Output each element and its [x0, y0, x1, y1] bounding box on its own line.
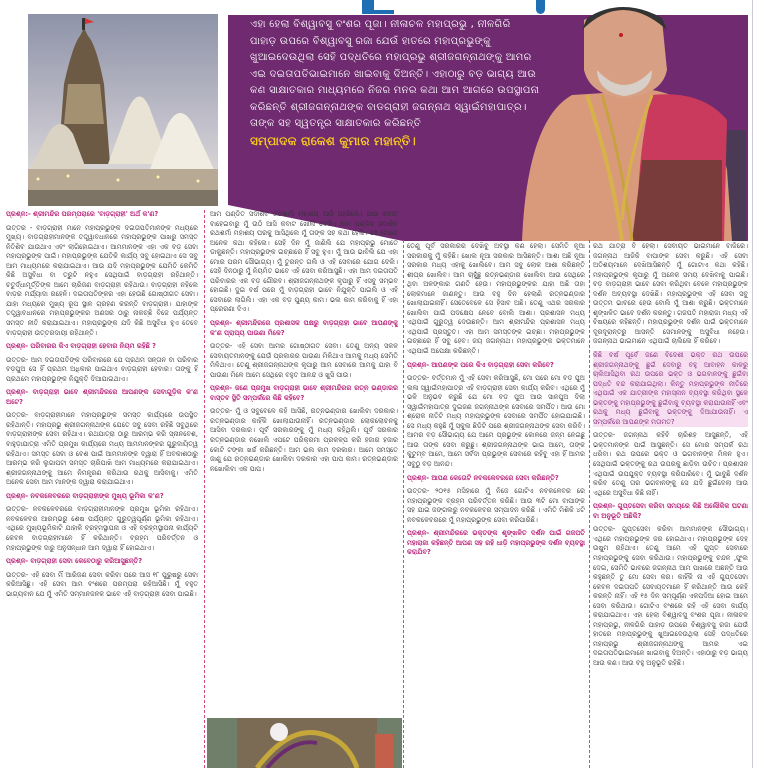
interview-answer: ଉତ୍ତର- ଜଗନ୍ନାଥ କହିବି ଚାରିଶହ ଆସୁଛନ୍ତି, ଏହି ଭକ୍ତମାନଙ୍କ ପାଇଁ ଆସୁଛନ୍ତି। ସେ ମୋର ସମ୍ପର୍କ ରଥ ଧରିବା। ରଥ ଉପରେ ଭକ୍ତ ଓ ଭଗବାନଙ୍କ ମିଳନ ହୁଏ। ସେଥିପାଇଁ ଭକ୍ତଙ୍କୁ ରଥ ଉପରକୁ ଛାଡ଼ିବା ଉଚିତ। ପ୍ରଶାସନ ଏଥିପାଇଁ ଉପଯୁକ୍ତ ବ୍ୟବସ୍ଥା କରିପାରିବେ। ମୁଁ ଭାବୁଛି ଦର୍ଶନ କରିବ ତେଣୁ ତାର ଭଗବାନଙ୍କୁ ସେ ଯଦି ଛୁଇଁଦେଲା ଆଉ ଏଥିରେ ଅସୁବିଧା କିଛି ନାହିଁ। — [593, 431, 748, 497]
interviewee-photo — [512, 0, 748, 241]
column-divider — [589, 240, 590, 768]
interview-question: ପ୍ରଶ୍ନ- ଶ୍ରୀମନ୍ଦିରରେ ଭକ୍ତଙ୍କ ଶୃଙ୍ଖଳିତ ଦର୍ଶନ ପାଇଁ ଗଜପତି ମହାରାଜା କହିଛନ୍ତି ଆପଣ ସହ ରହି ଧାଡ଼ି ମହାପ୍ରଭୁଙ୍କ ଦର୍ଶନ ବ୍ୟବସ୍ଥା କରାଯିବ? — [407, 529, 585, 557]
interview-answer: ଉତ୍ତର- ଆମ ଦଇତାପତିଙ୍କ ପରିବାରରେ ଯେ ପ୍ରଥମ ସନ୍ତାନ ବା ପରିବାର ବଡ଼ପୁଅ ସେ ହିଁ ପ୍ରଥମ ଅଧିକାର ପାଇଥାଏ ବାଡ଼ଗ୍ରାହୀ ହେବାର। ତାଙ୍କୁ ହିଁ ପ୍ରଥମେ ମହାପ୍ରଭୁଙ୍କ ନିଯୁକ୍ତି ଦିଆଯାଇଥାଏ। — [6, 355, 198, 383]
interview-question: ପ୍ରଶ୍ନ- ଶ୍ରୀମନ୍ଦିରରେ ପ୍ରଶାସକ ପକ୍ଷରୁ ବାଡ଼ଗ୍ରାହୀ ଭାବେ ଆପଣଙ୍କୁ କ'ଣ ପ୍ରାପ୍ୟ ପାଉଣା ମିଳେ? — [210, 319, 398, 337]
interview-answer: ଉତ୍ତର- ବର୍ତ୍ତମାନ ମୁଁ ଏହି ସେବା କରିଆସୁଛି, ମୋ ପରେ ମୋ ବଡ଼ ପୁଅ ଲଳା ସ୍ୱାଇଁମହାପାତ୍ର ଏହି ବାଡ଼ଗ୍ରାହୀ ସେବା କାର୍ଯ୍ୟ କରିବ। ଏଥିରେ ମୁଁ ଭଳି ଅନୁଭବ କରୁଛି ଯେ ମୋ ବଡ଼ ପୁଅ ଆଉ ସାନପୁଅ ଦିଲା ସ୍ୱାଇଁମହାପାତ୍ର ଦୁଇଜଣ ଜଗନ୍ନାଥଙ୍କ ସେବାରେ ସମର୍ପିତ। ଆଉ ମୋ ଶ୍ରୋକ ନାତିଟି ମଧ୍ୟ ମହାପ୍ରଭୁଙ୍କ ସେବାରେ ସମର୍ପିତ ହୋଇଯାଇଛି। ସେ ମଧ୍ୟ କହୁଛି ମୁଁ ସ୍କୁଲ ଛିଡିଟି ପରେ ଶ୍ରୀଜଗନ୍ନାଥଙ୍କ ସେବା କରିବି। ଆମର ବଡ଼ ସୌଭାଗ୍ୟ ଯେ ଆମେ ପ୍ରଭୁଙ୍କ କୋଳରେ ଜନ୍ମ ନେଇଛୁ ଆଉ ତାଙ୍କ ସେବା କରୁଛୁ। ଶ୍ରୀଜଗନ୍ନାଥଙ୍କ ଭାଇ ଆମେ, ତାଙ୍କ କୁଟୁମ୍ବ ଆମେ, ଆମେ ସର୍ବଦା ପ୍ରଭୁଙ୍କ ସେବାରେ ରହିବୁ ଏହା ହିଁ ଆମର ସବୁଠୁ ବଡ଼ ଆନନ୍ଦ। — [407, 374, 585, 469]
interview-question: ପ୍ରଶ୍ନ- ପରିବାରର କିଏ ବାଡ଼ଗ୍ରାହୀ ହେବାର ନିୟମ ରହିଛି ? — [6, 342, 157, 351]
interview-answer: ଉତ୍ତର- ବାଡ଼ଗ୍ରାହୀମାନେ ମହାପ୍ରଭୁଙ୍କ ସମସ୍ତ କାର୍ଯ୍ୟରେ ଉପସ୍ଥିତ ରହିଥାନ୍ତି। ମହାପ୍ରଭୁ ଶ୍ରୀଜଗନ୍ନାଥଙ୍କ ଯେତେ ସବୁ ସେବା ରହିଛି ସବୁଥିରେ ବାଡ଼ଗ୍ରାହୀଙ୍କ ସେବା ରହିଥାଏ। ରଥଯାତ୍ରା ଠାରୁ ଆରମ୍ଭ କରି ସ୍ନାନବେଶ, ବାହୁଡ଼ାଯାତ୍ରା ଏମିତି ପ୍ରମୁଖ କାର୍ଯ୍ୟରେ ମଧ୍ୟ ଆମମାନଙ୍କର ଗୁରୁଦାୟିତ୍ୱ ରହିଥାଏ। ସମସ୍ତ ସେବା ଓ ବେଶ ପାଇଁ ଆମମାନଙ୍କ ଦ୍ୱାରା ହିଁ ଅବକାଶଠାରୁ ଆରମ୍ଭ କରି ଲୁଗାପଟା ସମସ୍ତ ଚାରିପାଖି ଆମ ମାଧ୍ୟମରେ କରାଯାଇଥାଏ। ଶ୍ରୀଜଗନ୍ନାଥଙ୍କୁ ଆମେ ନିମନ୍ତ୍ରଣ କରିଥାଉ ରଥକୁ ଆସିବାକୁ। ଏମିତି ଅନେକ ସେବା ଆମ ମାନଙ୍କ ଦ୍ୱାରା କରାଯାଇଥାଏ। — [6, 411, 198, 487]
interview-answer: ଆମ ପଣ୍ଡିତ ସଦାଶିବ ରଥଶର୍ମା ମହାଶୟ ଆସି ପହଞ୍ଚିଲେ। ଆଉ କବାଟ ବାହେଇବାରୁ ମୁଁ ଉଠି ଆସି କବାଟ ଖୋଲି ଦେଲି। ଆମ ପଣ୍ଡିତ ସଦାଶିବ ରଥଶର୍ମା ମହାଶୟ ଘରକୁ ଆସିଥିଲେ ମୁଁ ତାଙ୍କ ସହ କଥା ହେଲି। ସେ ମୋତେ ଅନେକ କଥା କହିଲେ। ସେହି ଦିନ ମୁଁ ଜାଣିଲି ଯେ ମହାପ୍ରଭୁ ମୋତେ ଡାକୁଛନ୍ତି। ମହାପ୍ରଭୁଙ୍କ ଇଚ୍ଛାରେ ହିଁ ସବୁ ହୁଏ। ମୁଁ ଆଉ ଭାବିଲି ଯେ ଏହା ମୋର ପରମ ସୌଭାଗ୍ୟ। ମୁଁ ତୁରନ୍ତ ଗଲି ଓ ଏହି ସେବାରେ ଯୋଗ ଦେଲି। ସେହି ଦିନଠାରୁ ମୁଁ ନିୟମିତ ଭାବେ ଏହି ସେବା କରିଆସୁଛି। ଏହା ଆମ ଦଇତାପତି ପରିବାରର ଏକ ବଡ଼ ଗୌରବ। ଶ୍ରୀଜଗନ୍ନାଥଙ୍କ କୃପାରୁ ହିଁ ଏସବୁ ସମ୍ଭବ ହୋଇଛି। ଦୁଇ ବର୍ଷ ପରେ ମୁଁ ବାଡ଼ଗ୍ରାହୀ ଭାବେ ନିଯୁକ୍ତି ପାଇଲି ଓ ଏହି ସେବାରେ ଲାଗିଲି। ଏହା ଏକ ବଡ଼ ପୁଣ୍ୟ କାମ। ଭଲ କାମ କରିବାକୁ ହିଁ ଏହା ପ୍ରେରଣା ଦିଏ। — [210, 210, 398, 314]
intro-text — [250, 17, 540, 151]
jagannath-temple-photo — [28, 14, 218, 206]
interview-answer: ଉତ୍ତର- ଗୁପ୍ତସେବା କରିବା ଆମମାନଙ୍କ ସୌଭାଗ୍ୟ। ଏଥିରେ ମହାପ୍ରଭୁଙ୍କ ଜର ହୋଇଥାଏ। ମହାପ୍ରଭୁଙ୍କ ଦେହ ଉଷୁମ ରହିଥାଏ। ତେଣୁ ଆମେ ଏହି ଗୁପ୍ତ ସେବାରେ ମହାପ୍ରଭୁଙ୍କୁ ସେବା କରିଥାଉ। ମହାପ୍ରଭୁଙ୍କୁ ଚନ୍ଦନ ,ଫୁଲ ଦେଇ, ସେମିତି ଭାବରେ ଜଗନ୍ନାଥ ଆମ ପାଖରେ ଅଛନ୍ତି ଆଉ କହୁଛନ୍ତି ତୁ ମୋ ସେବା କର। କାହିଁକି ନା ଏହି ଗୁପ୍ତସେବା କେବଳ ଦଇତାପତି ସେବାୟତମାନେ ହିଁ କରିଥାନ୍ତି ଆଉ କେହି କରନ୍ତି ନାହିଁ। ଏହି ୧୫ ଦିନ ସମ୍ପୂର୍ଣ୍ଣ ଏକପଦିଆ ହୋଇ ଆମେ ସେବା କରିଥାଉ। ଗୋଟିଏ ବଂଶରେ ରହି ଏହି ସେବା କାର୍ଯ୍ୟ କରାଯାଇଥାଏ। ଏହା ହେଲା ବିଶ୍ୱାବସୁ ବଂଶର ପୂଜା। ନୀଳାଚଳ ମହାପ୍ରଭୁ, ନୀଳଗିରି ପାହାଡ଼ ଉପରେ ବିଶ୍ୱାବସୁ ରଜା ଯେଉଁ ହାତରେ ମହାପ୍ରଭୁଙ୍କୁ ଖୁଆଇଦେଉଥିଲା ସେହି ପଦ୍ଧତିରେ ମହାପ୍ରଭୁ ଶ୍ରୀଜଗନ୍ନାଥଙ୍କୁ ଆମର ଏଇ ଦଇତାପତିଭାଇମାନେ ଖାଇବାକୁ ଦିଅନ୍ତି। ଏହାଠାରୁ ବଡ଼ ଭାଗ୍ୟ ଆଉ କଣ। ଆଉ ବହୁ ଅନୁଭୂତି ରହିଛି। — [593, 525, 748, 667]
column-divider — [204, 210, 205, 768]
interview-answer: ତେଣୁ ପୂର୍ବ ସରକାରର ଦେଖିବୁ ଅବସ୍ଥା କଣ ହେଲା। ସେମିତି ନୂଆ ସରକାରକୁ ମୁଁ କହିଛି। ଖୋଲ ନୂଆ ସରକାର ଆସିଛନ୍ତି। ଆଶା ଅଛି ନୂଆ ସରକାର ମଧ୍ୟ ଏହାକୁ ଖୋଲିବେ। ଆମ ସବୁ ଲୋକ ଆଶା କରିଛନ୍ତି ଶୀଘ୍ର ଖୋଲିବ। ଆମ ଚାହୁଁଛୁ ରତ୍ନଭଣ୍ଡାର ଖୋଲିବା ଆଉ ସେଥିରେ ଥିବା ଅଳଙ୍କାର ଗଣତି ହେଉ। ମହାପ୍ରଭୁଙ୍କର ଯାହା ଅଛି ତାହା ଲୋକମାନେ ଜାଣନ୍ତୁ। ଆଉ ବହୁ ଦିନ ହେଲାଣି ରତ୍ନଭଣ୍ଡାର ଖୋଲାଯାଇନାହିଁ। ସେତେବେଳେ ସେ ହିସାବ ଅଛି। ତେଣୁ ଏଥର ସରକାର ଖୋଲିବା ପାଇଁ ପଦକ୍ଷେପ ନେବେ ବୋଲି ଆଶା। ପ୍ରଶାସନ ମଧ୍ୟ ଏଥିପାଇଁ ଗୁରୁତ୍ୱ ଦେଉଛନ୍ତି। ଆମ ଶ୍ରୀମନ୍ଦିର ପ୍ରଶାସନ ମଧ୍ୟ ଏଥିପାଇଁ ପ୍ରସ୍ତୁତ। ଏହା ଆମ ସମସ୍ତଙ୍କ ଇଚ୍ଛା। ମହାପ୍ରଭୁଙ୍କ ଇଚ୍ଛାରେ ହିଁ ସବୁ ହେବ। ଜୟ ଜଗନ୍ନାଥ। ମହାପ୍ରଭୁଙ୍କ ଭକ୍ତମାନେ ଏଥିପାଇଁ ଅପେକ୍ଷା କରିଛନ୍ତି। — [407, 242, 585, 356]
page-border — [752, 0, 753, 768]
interview-answer: ଉତ୍ତର- ଏହି ସେବା ମିଁ ଆରିଜଣ ସେବା କରିବା ପରେ ଆସ ୧୮ ପୁରୁଷରୁ ସେବା କରିଆସିଛୁ। ଏହି ସେବା ଆମ ବଂଶରେ ପରମ୍ପରା ରହିଆସିଛି। ମୁଁ ବହୁତ ଭାଗ୍ୟବାନ ଯେ ମୁଁ ଏମିତି ସମ୍ମାନଜନକ ଭାବେ ଏହି ବାଡ଼ଗ୍ରାହୀ ସେବା ପାଇଛି। — [6, 570, 198, 598]
interview-answer: ରଥ ଯାତ୍ରା ବି ହେଲା। ସେବାୟତ ଭାଇମାନେ ବାଜିରେ। ଜଗନ୍ନାଥ ଆଜିକି ବାପାଙ୍କ ସେବା କରୁଛି। ଏହି ସେବା ଅତିଶୟମାନେ ଦେଖିଆସିଛନ୍ତି ମୁଁ ଗୋଟାଏ କଥା କହିଛି। ମହାପ୍ରଭୁଙ୍କ କୃପାରୁ ମୁଁ ଅନେକ ସମୟ ଦେଖିବାକୁ ପାଇଛି। ବଡ଼ ବାଡ଼ଗ୍ରାହୀ ଭାବେ ସେବା କରିଥିବା ବେଳେ ମହାପ୍ରଭୁଙ୍କ ଦର୍ଶନ ଅବ୍ୟବସ୍ଥା ଦେଖିଛି। ମହାପ୍ରଭୁଙ୍କ ଏହି ସେବା ସବୁ ଉତ୍ତମ ଭାବରେ ହେଉ ବୋଲି ମୁଁ ଆଶା କରୁଛି। ଭକ୍ତମାନେ ଶୃଙ୍ଖଳିତ ଭାବେ ଦର୍ଶନ କରନ୍ତୁ। ଗଜପତି ମହାରାଜା ମଧ୍ୟ ଏହି ବିଷୟରେ କହିଛନ୍ତି। ମହାପ୍ରଭୁଙ୍କ ଦର୍ଶନ ପାଇଁ ଭକ୍ତମାନେ ଦୂରଦୂରାନ୍ତରୁ ଆସନ୍ତି ସେମାନଙ୍କୁ ଅସୁବିଧା ନହେଉ। ଜଗନ୍ନାଥ ଭାଇମାନେ ଏଥିପାଇଁ ଚାଲିଲେ ହିଁ କରିବେ। — [593, 242, 748, 346]
interview-question: ପ୍ରଶ୍ନ- ଗୁପ୍ତସେବା କରିବା ସମୟରେ କିଛି ଅଲୌକିକ ଘଟଣା ବା ଅନୁଭୂତି ଅଛିକି? — [593, 502, 748, 520]
interview-answer: ଉତ୍ତର- ନବକଳେବରରେ ବାଡ଼ଗ୍ରାହୀମାନଙ୍କ ପ୍ରମୁଖ ଭୂମିକା ରହିଥାଏ। ନବକଳେବର ଆରମ୍ଭରୁ ଶେଷ ପର୍ଯ୍ୟନ୍ତ ଗୁରୁତ୍ୱପୂର୍ଣ୍ଣ ଭୂମିକା ରହିଥାଏ। ଏଥିରେ ମୁଖ୍ୟଭୂମିକାଟି ଯାହାକି ବ୍ରହ୍ମସ୍ଥାପନା ଓ ଏହି ବ୍ରହ୍ମସ୍ଥାପନା କାର୍ଯ୍ୟଟି କେବଳ ବାଡ଼ଗ୍ରାହୀମାନେ ହିଁ କରିଥାନ୍ତି। ବ୍ରହ୍ମ ପରିବର୍ତ୍ତନ ଓ ମହାପ୍ରଭୁଙ୍କ ଦାରୁ ଅନୁସନ୍ଧାନ ଆମ ଦ୍ୱାରା ହିଁ ହୋଇଥାଏ। — [6, 505, 198, 552]
interview-question: ପ୍ରଶ୍ନ- ନବକଳେବରରେ ବାଡ଼ଗ୍ରାହୀଙ୍କ ମୁଖ୍ୟ ଭୂମିକା କ'ଣ? — [6, 491, 164, 500]
interview-question: ପ୍ରଶ୍ନ- ଜଣେ ପ୍ରମୁଖ ବାଡ଼ଗ୍ରାହୀ ଭାବେ ଶ୍ରୀମନ୍ଦିରର ରତ୍ନ ଭଣ୍ଡାରର ବାସ୍ତବ ସ୍ଥିତି ସମ୍ପର୍କରେ କିଛି କହିବେ? — [210, 384, 398, 402]
headline-fragment — [372, 10, 394, 14]
interview-question: ପ୍ରଶ୍ନ- ବାଡ଼ଗ୍ରାହୀ ସେବା କେବେଠାରୁ କରିଆସୁଛନ୍ତି? — [6, 557, 143, 566]
interview-answer: ଉତ୍ତର- ମୁଁ ଓ ସବୁବେଳେ କହି ଆସିଛି, ରତ୍ନଭଣ୍ଡାର ଖୋଲିବା ଦରକାର। ରତ୍ନଭଣ୍ଡାର କାହିଁକି ଖୋଲାଯାଉନାହିଁ। ରତ୍ନଭଣ୍ଡାର ଲୋକଲୋଚନକୁ ଆସିବା ଦରକାର। ପୂର୍ବ ସରକାରଙ୍କୁ ମୁଁ ମଧ୍ୟ କହିଥିଲି। ପୂର୍ବ ସରକାର ରତ୍ନଭଣ୍ଡାର ନଖୋଲି ଏପଟେ ପରିକ୍ରମା ପ୍ରକଳ୍ପ କରି ହଜାର ହଜାର କୋଟି ଟଙ୍କା ଖର୍ଚ୍ଚ କରିଛନ୍ତି। ଆମ ଭଲ କାମ ଦରକାର। ଆମେ ସମସ୍ତେ ଜାଣୁ ଯେ ରତ୍ନଭଣ୍ଡାର ଖୋଲିବା ଦରକାର ଏହା ପାପ କାମ। ରତ୍ନଭଣ୍ଡାର ନଖୋଲିବା ଏକ ପାପ। — [210, 407, 398, 473]
highlighted-question: କିଛି ବର୍ଷ ପୂର୍ବେ ଜଣେ ବିଦେଶୀ ଭକ୍ତ ରଥ ଉପରେ ଶ୍ରୀଜଗନ୍ନାଥଙ୍କୁ ଛୁଇଁ ଦେବାରୁ ବହୁ ଆବାହନ କାଳରୁ ଚାଲିଆସିଥିବା ରଥ ଉପରେ ଭକ୍ତ ଓ ଭଗବାନଙ୍କୁ ଛୁଇଁବା ପଦ୍ଧତି ବନ୍ଦ କରାଯାଇଥିଲା। କିନ୍ତୁ ମହାପ୍ରଭୁଙ୍କ ନୀତିରେ ଏଥିପାଇଁ ଏକ ଯାତ୍ରୀଙ୍କ ମହାସ୍ନାନ ବ୍ୟବସ୍ଥା କରିଥିବା ସ୍ଥଳେ ଭକ୍ତଙ୍କୁ ମହାପ୍ରଭୁଙ୍କୁ ଛୁଇଁବାକୁ ବ୍ୟବସ୍ଥା କରାଯାଉନାହିଁ ଏବଂ ରଥକୁ ମଧ୍ୟ ଛୁଇଁବାକୁ ଭକ୍ତଙ୍କୁ ଦିଆଯାଉନାହିଁ। ଏ ସମ୍ପର୍କରେ ଆପଣଙ୍କ ମତାମତ? — [593, 351, 748, 426]
article-column-2 — [210, 210, 398, 715]
interview-answer: ଉତ୍ତର - ବାଡ଼ଗ୍ରାହୀ ମାନେ ମହାପ୍ରଭୁଙ୍କ ଦଇତାପତିମାନଙ୍କ ମଧ୍ୟରେ ମୁଖ୍ୟ। ବାଡ଼ଗ୍ରାହୀମାନଙ୍କ ତତ୍ତ୍ୱାବଧାନରେ ମହାପ୍ରଭୁଙ୍କ ପାଖରୁ ସମସ୍ତ ନିତିଶିବ ଯାଉଥାଏ ଏବଂ ଲାଗିହୋଇଥାଏ। ଆମମାନଙ୍କ ଏହା ଏକ ବଡ଼ ସେବା ମହାପ୍ରଭୁଙ୍କ ପାଇଁ। ମହାପ୍ରଭୁଙ୍କ ଯେତିକି କାର୍ଯ୍ୟ ସବୁ ହୋଇଥାଏ ସେ ସବୁ ଆମ ମାଧ୍ୟମରେ କରାଯାଇଥାଏ। ଆଉ ଯଦି ମହାପ୍ରଭୁଙ୍କ ଯେମିତି କେମିତି କିଛି ଅସୁବିଧା ବା ତ୍ରୁଟି ନହୁଏ ସେଥିପାଇଁ ବାଡ଼ଗ୍ରାହୀ ରହିଥାନ୍ତି। ଚତୁର୍ଦ୍ଧାମୂର୍ତ୍ତିଙ୍କ ଆମେ ଚାରିଜଣ ବାଡ଼ଗ୍ରାହୀ ରହିଥାଉ। ବାଡ଼ଗ୍ରାହୀ ନହିଲେ ବାଡ଼ର ମର୍ଯ୍ୟାଦା ରହେନି। ଦଇତାପତିଙ୍କର ଏହା ହେଉଛି ଗୋଷ୍ଠୀଗତ ସେବା। ଯାହା ମଧ୍ୟରେ ମୁଖ୍ୟ ରୂପ ସ୍ଥାନ ଗ୍ରହଣ କରନ୍ତି ବାଡ଼ଗ୍ରାହୀ। ଯାହାଙ୍କ ତତ୍ତ୍ୱାବଧାନରେ ମହାପ୍ରଭୁଙ୍କର ଅଣସର ଠାରୁ ନାକଚ୍ଛି ବିଜେ ପର୍ଯ୍ୟନ୍ତ ସମସ୍ତ ନୀତି କରାଯାଇଥାଏ। ମହାପ୍ରଭୁଙ୍କ ଯଦି କିଛି ଅସୁବିଧା ହୁଏ ତେବେ ବାଡ଼ଗ୍ରାହୀ ଉତ୍ତରଦାୟୀ ରହିଥାନ୍ତି। — [6, 223, 198, 337]
intro-paragraph: ଏହା ହେଲା ବିଶ୍ୱାବସୁ ବଂଶର ପୂଜା। ନୀଳାଚଳ ମହାପ୍ରଭୁ , ନୀଳଗିରି ପାହାଡ଼ ଉପରେ ବିଶ୍ୱାବସୁ ରଜା ଯେଉଁ ହାତରେ ମହାପ୍ରଭୁଙ୍କୁ ଖୁଆଇଦେଉଥିଲା ସେହି ପଦ୍ଧତିରେ ମହାପ୍ରଭୁ ଶ୍ରୀଜଗନ୍ନାଥଙ୍କୁ ଆମର ଏଇ ଦଇତାପତିଭାଇମାନେ ଖାଇବାକୁ ଦିଅନ୍ତି। ଏହାଠାରୁ ବଡ଼ ଭାଗ୍ୟ ଆଉ କଣ ସାକ୍ଷାତକାର ମାଧ୍ୟମରେ ନିଜର ମନର କଥା ଆମ ଆଗରେ ଉପସ୍ଥାପନା କରିଛନ୍ତି ଶ୍ରୀଜଗନ୍ନାଥଙ୍କ ବାଡଗ୍ରାହୀ ଜଗନ୍ନାଥ ସ୍ୱାଇଁମହାପାତ୍ର। ତାଙ୍କ ସହ ସ୍ୱତନ୍ତ୍ର ସାକ୍ଷାତକାର କରିଛନ୍ତି — [250, 19, 540, 129]
reporter-byline: ସମ୍ପାଦକ ରାକେଶ କୁମାର ମହାନ୍ତି। — [250, 133, 416, 148]
interview-question: ପ୍ରଶ୍ନ- ଆପଣଙ୍କ ପରେ କିଏ ବାଡ଼ଗ୍ରାହୀ ସେବା କରିବେ? — [407, 360, 554, 369]
article-column-4 — [593, 242, 748, 768]
article-column-1 — [6, 210, 198, 768]
interview-question: ପ୍ରଶ୍ନ- ଆପଣ କେତୋଟି ନବକଳେବରରେ ସେବା କରିଛନ୍ତି? — [407, 473, 559, 482]
interview-answer: ଉତ୍ତର- ଏହି ସେବା ଆମର ଗୋଷ୍ଠୀଗତ ସେବା। ତେଣୁ ଅନ୍ୟ ସକଳ ସେବାୟତମାନଙ୍କୁ ଯେଉଁ ପ୍ରକାରର ପାଉଣା ମିଳିଥାଏ ଆମକୁ ମଧ୍ୟ ସେମିତି ମିଳିଥାଏ। ତେଣୁ ଶ୍ରୀଜଗନ୍ନାଥଙ୍କ କୃପାରୁ ଆମ ସେବାରେ ଆମକୁ ଯାହା ବି ପାଉଣା ମିଳେ ଆମେ ସେଥିରେ ବହୁତ ଆନନ୍ଦ ଓ ଖୁସି ପାଉ। — [210, 342, 398, 379]
column-divider — [403, 240, 404, 768]
sacred-tree-photo — [207, 718, 402, 768]
article-column-3 — [407, 242, 585, 768]
interview-answer: ଉତ୍ତର- ୨୦୧୫ ମସିହାରେ ମୁଁ ନିଜେ ଗୋଟିଏ ନବକଳେବର ରେ ମହାପ୍ରଭୁଙ୍କ ବ୍ରହ୍ମ ପରିବର୍ତ୍ତନ କରିଛି। ଆଉ ୩ଟି ମୋ ବାପାଙ୍କ ସହ ଯାଇ ଜଙ୍ଗଲରୁ ନବକଳେବର ସମ୍ପାଦନ କରିଛି । ଏମିତି ମିଶିକି ୪ଟି ନବକଳେବରରେ ମୁଁ ମହାପ୍ରଭୁଙ୍କ ସେବା କରିପାରିଛି। — [407, 487, 585, 524]
interview-question: ପ୍ରଶ୍ନ:- ଶ୍ରୀମନ୍ଦିର ପରମ୍ପରାରେ 'ବାଡ଼ଗ୍ରାହୀ' ଅର୍ଥ କ'ଣ? — [6, 210, 159, 218]
interview-question: ପ୍ରଶ୍ନ- ବାଡ଼ଗ୍ରାହୀ ଭାବେ ଶ୍ରୀମନ୍ଦିରରେ ଆପଣଙ୍କ ସେବାଗୁଡ଼ିକ କ'ଣ ଅଟେ? — [6, 388, 198, 406]
